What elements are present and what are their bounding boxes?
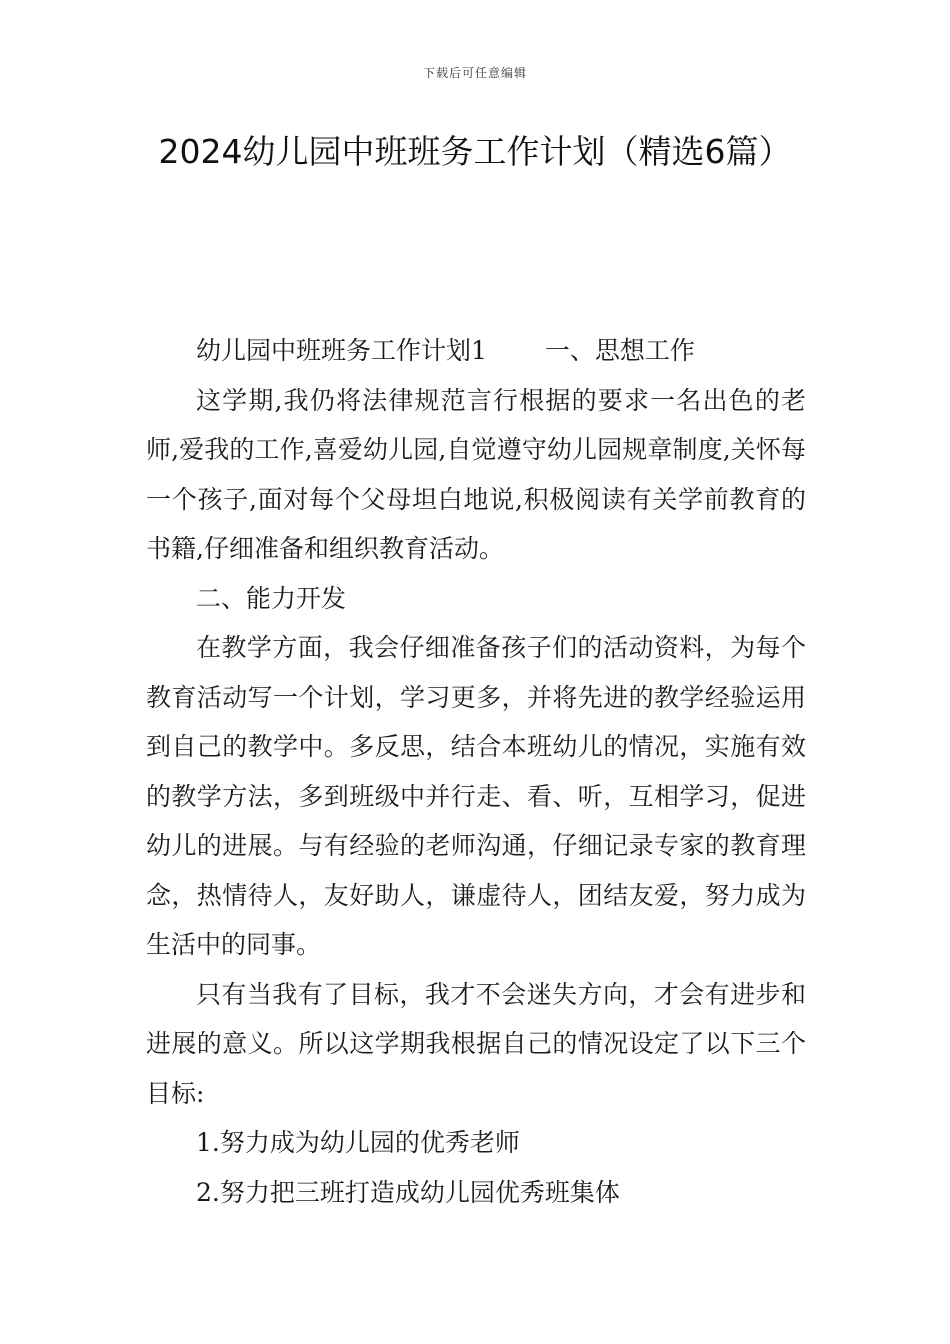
- paragraph-3: 只有当我有了目标，我才不会迷失方向，才会有进步和进展的意义。所以这学期我根据自己的情况设定了以下三个目标:: [146, 979, 806, 1108]
- section-heading-1: 一、思想工作: [544, 336, 695, 365]
- document-title: 2024幼儿园中班班务工作计划（精选6篇）: [158, 132, 792, 171]
- paragraph-1: 这学期,我仍将法律规范言行根据的要求一名出色的老师,爱我的工作,喜爱幼儿园,自觉遵守幼儿园规章制度,关怀每一个孩子,面对每个父母坦白地说,积极阅读有关学前教育的书籍,仔细准备和组织教育活动。: [146, 385, 806, 563]
- page-header: 下载后可任意编辑: [422, 66, 527, 80]
- section-heading-2: 二、能力开发: [196, 583, 347, 613]
- plan-label: 幼儿园中班班务工作计划1: [196, 336, 487, 365]
- document-body: [146, 326, 806, 1217]
- paragraph-2: 在教学方面，我会仔细准备孩子们的活动资料，为每个教育活动写一个计划，学习更多，并将先进的教学经验运用到自己的教学中。多反思，结合本班幼儿的情况，实施有效的教学方法，多到班级中并行走、看、听，互相学习，促进幼儿的进展。与有经验的老师沟通，仔细记录专家的教育理念，热情待人，友好助人，谦虚待人，团结友爱，努力成为生活中的同事。: [146, 633, 806, 959]
- goal-item-1: 1.努力成为幼儿园的优秀老师: [196, 1128, 520, 1157]
- plan-heading-line: [146, 326, 806, 376]
- goal-item-2: 2.努力把三班打造成幼儿园优秀班集体: [196, 1177, 620, 1207]
